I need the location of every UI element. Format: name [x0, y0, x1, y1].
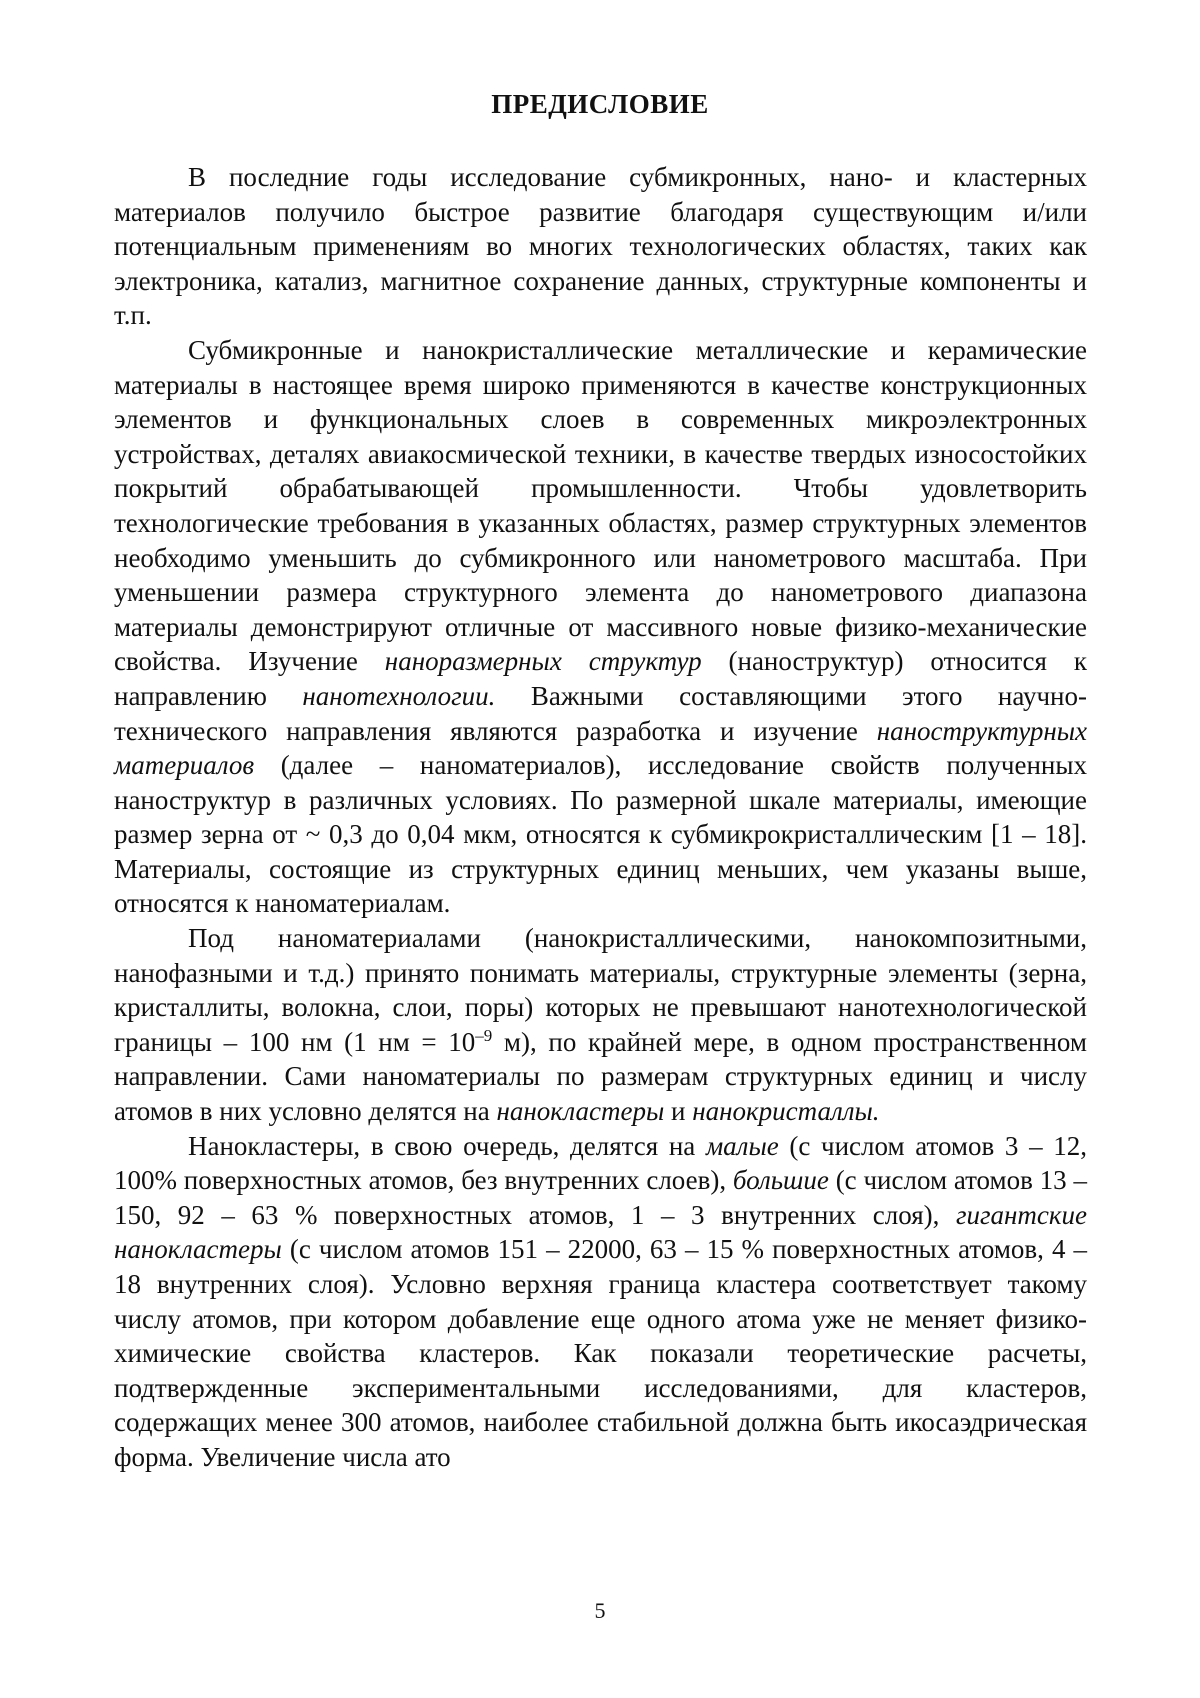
- text-run: Субмикронные и нанокристаллические металлические и керамические материалы в настоящее время широко применяются в качестве конструкционных элементов и функциональных слоев в современных микроэлектронных устройствах, деталях авиакосмической техники, в качестве твердых износостойких покрытий обрабатывающей промышленности. Чтобы удовлетворить технологические требования в указанных областях, размер структурных элементов необходимо уменьшить до субмикронного или нанометрового масштаба. При уменьшении размера структурного элемента до нанометрового диапазона материалы демонстрируют отличные от массивного новые физико-механические свойства. Изучение: [114, 334, 1087, 677]
- italic-term: гигантские нанокластеры: [114, 1199, 1087, 1265]
- text-run: (далее – наноматериалов), исследование свойств полученных наноструктур в различных условиях. По размерной шкале материалы, имеющие размер зерна от ~ 0,3 до 0,04 мкм, относятся к субмикрокристаллическим [1 – 18]. Материалы, состоящие из структурных единиц меньших, чем указаны выше, относятся к наноматериалам.: [114, 750, 1087, 919]
- paragraph-2: [114, 333, 1087, 921]
- italic-term: большие: [732, 1165, 829, 1196]
- italic-term: наноразмерных структур: [384, 646, 702, 677]
- page-number: 5: [594, 1598, 606, 1623]
- italic-term: малые: [705, 1130, 779, 1161]
- text-run: м), по крайней мере, в одном пространственном направлении. Сами наноматериалы по размерам структурных единиц и числу атомов в них условно делятся на: [114, 1026, 1087, 1127]
- text-run: Важными составляющими этого научно-технического направления являются разработка и изучение: [114, 680, 1087, 746]
- text-run: Нанокластеры, в свою очередь, делятся на: [188, 1130, 706, 1161]
- superscript: –9: [475, 1025, 493, 1045]
- text-run: (с числом атомов 13 – 150, 92 – 63 % поверхностных атомов, 1 – 3 внутренних слоя),: [114, 1165, 1087, 1230]
- text-run: В последние годы исследование субмикронных, нано- и кластерных материалов получило быстрое развитие благодаря существующим и/или потенциальным применениям во многих технологических областях, таких как электроника, катализ, магнитное сохранение данных, структурные компоненты и т.п.: [114, 162, 1087, 331]
- italic-term: наноструктурных материалов: [114, 715, 1087, 781]
- page-title: ПРЕДИСЛОВИЕ: [491, 89, 709, 119]
- italic-term: нанокристаллы.: [692, 1096, 880, 1127]
- text-run: и: [664, 1096, 693, 1127]
- text-run: (наноструктур) относится к направлению: [114, 646, 1087, 711]
- italic-term: нанотехнологии.: [302, 680, 496, 711]
- text-run: (с числом атомов 151 – 22000, 63 – 15 % поверхностных атомов, 4 – 18 внутренних слоя). Условно верхняя граница кластера соответствует такому числу атомов, при котором добавление еще одного атома уже не меняет физико-химические свойства кластеров. Как показали теоретические расчеты, подтвержденные экспериментальными исследованиями, для кластеров, содержащих менее 300 атомов, наиболее стабильной должна быть икосаэдрическая форма. Увеличение числа ато: [114, 1234, 1087, 1472]
- italic-term: нанокластеры: [496, 1096, 665, 1127]
- paragraph-3: [114, 921, 1087, 1129]
- paragraph-4: [114, 1129, 1087, 1475]
- text-run: Под наноматериалами (нанокристаллическими, нанокомпозитными, нанофазными и т.д.) принято понимать материалы, структурные элементы (зерна, кристаллиты, волокна, слои, поры) которых не превышают нанотехнологической границы – 100 нм (1 нм = 10: [114, 923, 1087, 1057]
- body-text: [114, 160, 1087, 1475]
- text-run: (с числом атомов 3 – 12, 100% поверхностных атомов, без внутренних слоев),: [114, 1130, 1087, 1196]
- paragraph-1: [114, 160, 1087, 333]
